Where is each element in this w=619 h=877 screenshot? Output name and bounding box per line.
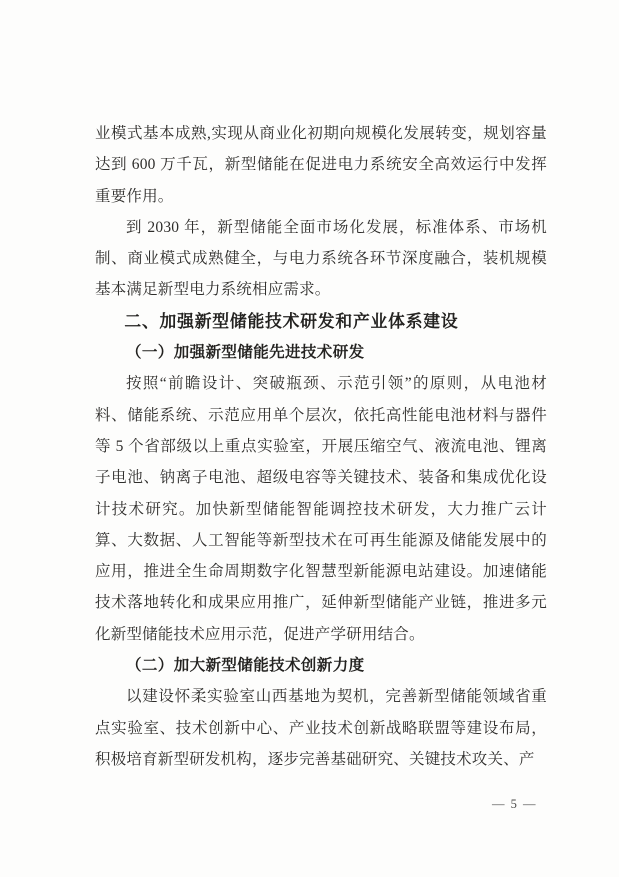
paragraph-advanced-tech-rd: 按照“前瞻设计、突破瓶颈、示范引领”的原则，从电池材料、储能系统、示范应用单个层次，依托高性能电池材料与器件等 5 个省部级以上重点实验室，开展压缩空气、液流电池、锂离子电池、钠离子电池、超级电容等关键技术、装备和集成优化设计技术研究。加快新型储能智能调控技术研发，大力推广云计算、大数据、人工智能等新型技术在可再生能源及储能发展中的应用，推进全生命周期数字化智慧型新能源电站建设。加速储能技术落地转化和成果应用推广，延伸新型储能产业链，推进多元化新型储能技术应用示范，促进产学研用结合。	[95, 375, 547, 643]
paragraph-innovation-efforts: 以建设怀柔实验室山西基地为契机，完善新型储能领域省重点实验室、技术创新中心、产业技术创新战略联盟等建设布局，积极培育新型研发机构，逐步完善基础研究、关键技术攻关、产	[95, 688, 547, 768]
section-heading-2: 二、加强新型储能技术研发和产业体系建设	[124, 311, 459, 331]
subsection-heading-2-2: （二）加大新型储能技术创新力度	[126, 657, 365, 675]
subsection-heading-2-1: （一）加强新型储能先进技术研发	[126, 344, 365, 362]
page-number: — 5 —	[492, 797, 537, 811]
paragraph-2030-goals: 到 2030 年，新型储能全面市场化发展，标准体系、市场机制、商业模式成熟健全，与电力系统各环节深度融合，装机规模基本满足新型电力系统相应需求。	[95, 218, 547, 299]
document-body	[95, 118, 547, 775]
paragraph-continued-from-previous-page: 业模式基本成熟,实现从商业化初期向规模化发展转变，规划容量达到 600 万千瓦，新型储能在促进电力系统安全高效运行中发挥重要作用。	[95, 125, 547, 205]
